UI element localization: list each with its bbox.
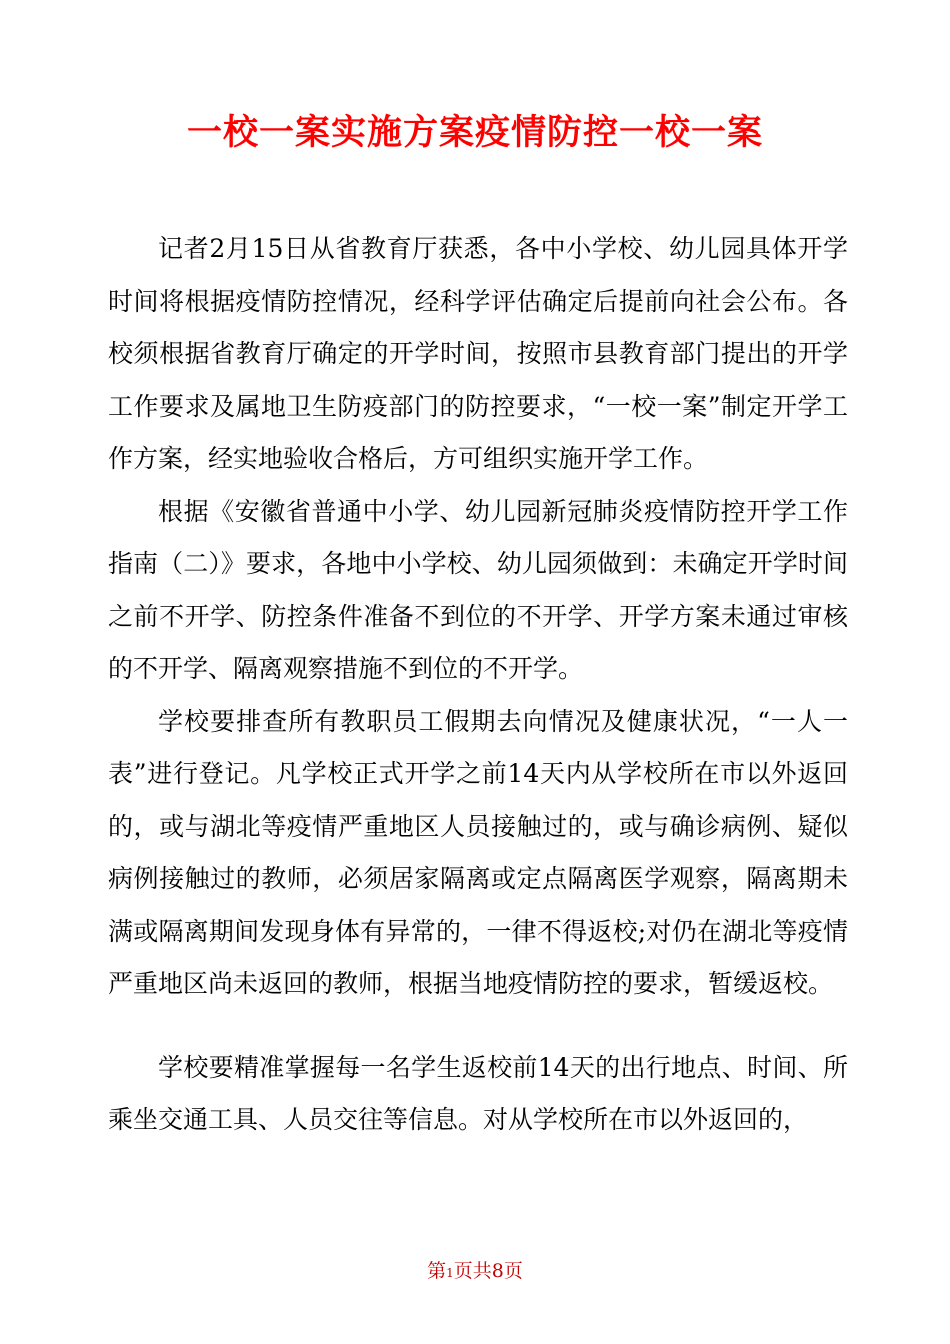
paragraph-1: 记者2月15日从省教育厅获悉，各中小学校、幼儿园具体开学时间将根据疫情防控情况，经科学评估确定后提前向社会公布。各校须根据省教育厅确定的开学时间，按照市县教育部门提出的开学工作要求及属地卫生防疫部门的防控要求，“一校一案”制定开学工作方案，经实地验收合格后，方可组织实施开学工作。 <box>108 234 848 473</box>
footer-suffix: 页共8页 <box>453 1260 523 1282</box>
paragraph-4: 学校要精准掌握每一名学生返校前14天的出行地点、时间、所乘坐交通工具、人员交往等信息。对从学校所在市以外返回的， <box>108 1052 848 1134</box>
paragraph-3: 学校要排查所有教职员工假期去向情况及健康状况，“一人一表”进行登记。凡学校正式开学之前14天内从学校所在市以外返回的，或与湖北等疫情严重地区人员接触过的，或与确诊病例、疑似病例接触过的教师，必须居家隔离或定点隔离医学观察，隔离期未满或隔离期间发现身体有异常的，一律不得返校;对仍在湖北等疫情严重地区尚未返回的教师，根据当地疫情防控的要求，暂缓返校。 <box>108 706 848 998</box>
document-body <box>108 223 848 1147</box>
paragraph-2: 根据《安徽省普通中小学、幼儿园新冠肺炎疫情防控开学工作指南（二）》要求，各地中小学校、幼儿园须做到：未确定开学时间之前不开学、防控条件准备不到位的不开学、开学方案未通过审核的不开学、隔离观察措施不到位的不开学。 <box>108 496 848 683</box>
document-title: 一校一案实施方案疫情防控一校一案 <box>186 113 763 153</box>
footer-current-page: 1 <box>446 1266 454 1280</box>
footer-prefix: 第 <box>427 1260 447 1282</box>
page-footer <box>0 1258 950 1286</box>
